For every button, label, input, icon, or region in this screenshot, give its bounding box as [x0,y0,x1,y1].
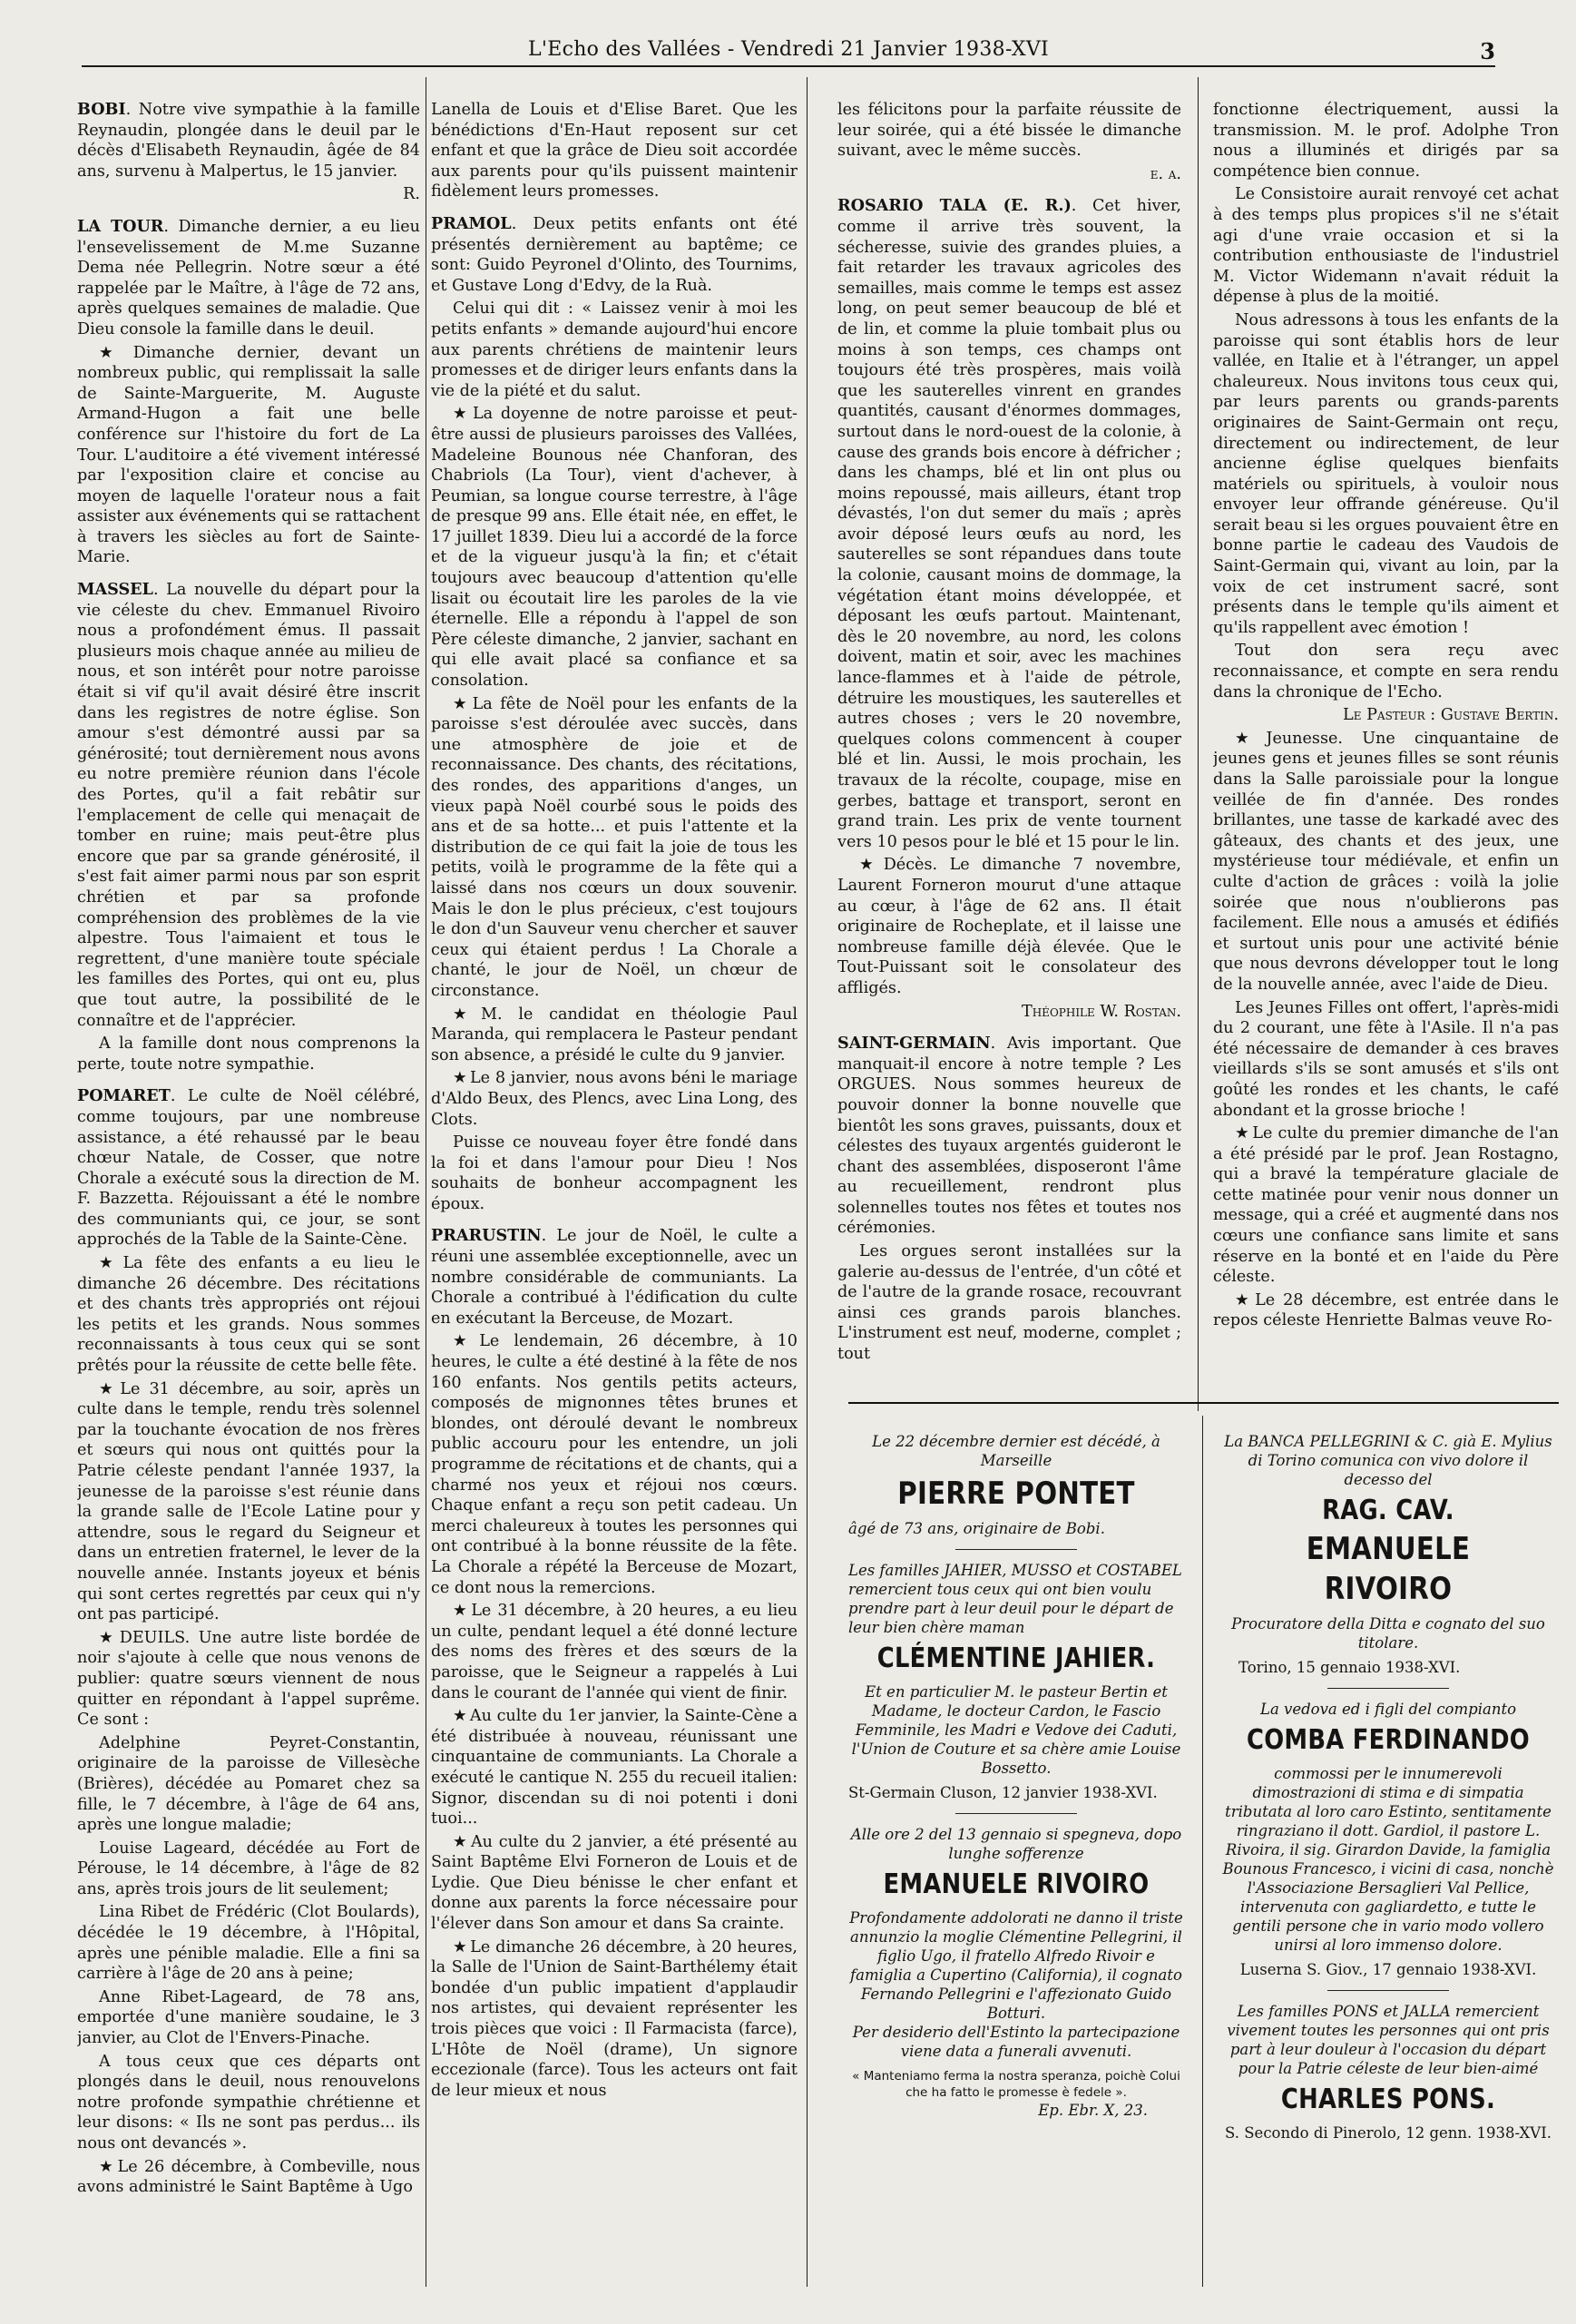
paragraph-text: Le 31 décembre, au soir, après un culte dans le temple, rendu très solennel par la touchante évocation de nos frères et sœurs qui nous ont quittés pour la Patrie céleste pendant l'année 1937, la jeunesse de la paroisse s'est réunie dans la grande salle de l'Ecole Latine pour y attendre, sous le regard du Seigneur et dans un entretien fraternel, le lever de la nouvelle année. Instants joyeux et bénis qui sont certes regrettés par ceux qui n'y ont pas participé. [77,1379,420,1624]
star-icon: ★ [99,343,131,362]
star-icon: ★ [453,1832,468,1851]
paragraph [431,1005,798,1066]
paragraph [431,1331,798,1598]
paragraph-text: Le 26 décembre, à Combeville, nous avons administré le Saint Baptême à Ugo [77,2157,420,2197]
star-icon: ★ [1235,1290,1253,1309]
article-text: . Notre vive sympathie à la famille Reynaudin, plongée dans le deuil par le décès d'Elisabeth Reynaudin, âgée de 84 ans, survenu à Malpertus, le 15 janvier. [77,101,420,181]
notice-name: CLÉMENTINE JAHIER. [876,1642,1156,1674]
notice-place-date: St-Germain Cluson, 12 janvier 1938-XVI. [848,1784,1158,1801]
article-text: . Cet hiver, comme il arrive très souvent, la sécheresse, suivie des grandes pluies, a fait retarder les travaux agricoles des semailles, mais comme le temps est assez long, on peut semer beaucoup de blé et de lin, et comme la pluie tombait plus ou moins à son temps, ces champs ont toujours été très prospères, mais voilà que les sauterelles vinrent en grandes quantités, causant d'énormes dommages, surtout dans le nord-ouest de la colonie, à cause des grands bois encore à défricher ; dans les champs, blé et lin ont plus ou moins repoussé, mais ailleurs, étant trop dévastés, l'on dut semer du maïs ; après avoir déposé leurs œufs au nord, les sauterelles se sont répandues dans toute la colonie, causant moins de dommage, la végétation étant moins développée, et déposant les œufs partout. Maintenant, dès le 20 novembre, au nord, les colons doivent, matin et soir, avec les machines lance-flammes et à l'aide de pétrole, détruire les moustiques, les sauterelles et autres choses ; vers le 20 novembre, quelques colons commencent à couper blé et lin. Aussi, le mois prochain, les travaux de la récolte, coupage, mise en gerbes, battage et transport, seront en grand train. Les prix de vente tournent vers 10 pesos pour le blé et 15 pour le lin. [837,197,1181,851]
notice-place-date: Torino, 15 gennaio 1938-XVI. [1238,1659,1461,1676]
article-saint-germain [837,1034,1181,1239]
paragraph-text: Le 8 janvier, nous avons béni le mariage d'Aldo Beux, des Plencs, avec Lina Long, des Clots. [431,1069,798,1129]
star-icon: ★ [453,694,470,713]
paragraph-text: Jeunesse. Une cinquantaine de jeunes gens et jeunes filles se sont réunis dans la Salle paroissiale pour la longue veillée de fin d'année. Des rondes brillantes, une tasse de karkadé avec des gâteaux, des chants et des jeux, une mystérieuse tour médiévale, et enfin un culte d'action de grâces : voilà la jolie soirée que nous n'oublierons pas facilement. Elle nous a amusés et édifiés et surtout unis pour une activité bénie que nous devrons développer tout le long de la nouvelle année, avec l'aide de Dieu. [1213,729,1559,994]
article-text: . Dimanche dernier, a eu lieu l'ensevelissement de M.me Suzanne Dema née Pellegrin. Notre sœur a été rappelée par le Maître, à l'âge de 72 ans, après quelques semaines de maladie. Que Dieu console la famille dans le deuil. [77,217,420,338]
notice-note: Per desiderio dell'Estinto la partecipazione viene data a funerali avvenuti. [852,2024,1180,2060]
article-heading: PRARUSTIN [431,1226,542,1246]
article-heading: PRAMOL [431,213,512,233]
star-icon: ★ [453,1707,467,1726]
article-bobi [77,100,420,181]
paragraph [77,1253,420,1377]
notice-quote: « Manteniamo ferma la nostra speranza, poichè Colui che ha fatto le promesse è fedele ». [852,2069,1180,2100]
paragraph-text: Le culte du premier dimanche de l'an a été présidé par le prof. Jean Rostagno, qui a bravé la température glaciale de cette matinée pour venir nous donner un message, qui a créé et augmenté dans nos cœurs une confiance sans limite et sans réserve en la bonté et en l'aide du Père céleste. [1213,1124,1559,1287]
column-rule [807,77,808,2287]
paragraph-text: Au culte du 2 janvier, a été présenté au Saint Baptême Elvi Forneron de Louis et de Lydie. Que Dieu bénisse le cher enfant et donne aux parents la force nécessaire pour l'élever dans Son amour et dans Sa crainte. [431,1832,798,1934]
notice-intro: Les familles PONS et JALLA remercient vivement toutes les personnes qui ont pris part à leur douleur à l'occasion du départ pour la Patrie céleste de leur bien-aimé [1227,2003,1550,2077]
notice-place-date: S. Secondo di Pinerolo, 12 genn. 1938-XVI. [1225,2124,1552,2142]
star-icon: ★ [99,1379,118,1398]
notice-body: Profondamente addolorati ne danno il triste annunzio la moglie Clémentine Pellegrini, il figlio Ugo, il fratello Alfredo Rivoir e famiglia a Cupertino (California), il cognato Fernando Pellegrini e l'affezionato Guido Botturi. [849,1909,1183,2022]
article-massel [77,580,420,1031]
paragraph-text: Le 31 décembre, à 20 heures, a eu lieu un culte, pendant lequel a été donné lecture des noms des frères et des sœurs de la paroisse, que le Seigneur a rappelés à Lui dans le courant de l'année qui vient de finir. [431,1602,798,1702]
column-3 [837,100,1181,1393]
paragraph-text: M. le candidat en théologie Paul Maranda, qui remplacera le Pasteur pendant son absence, a présidé le culte du 9 janvier. [431,1005,798,1064]
article-rosario-tala [837,196,1181,852]
star-icon: ★ [99,1628,117,1647]
paragraph [1213,1123,1559,1288]
deceased-entry: Adelphine Peyret-Constantin, originaire de la paroisse de Villesèche (Brières), décédée au Pomaret chez sa fille, le 7 décembre, à l'âge de 64 ans, après une longue maladie; [77,1733,420,1835]
notice-detail: Procuratore della Ditta e cognato del suo titolare. [1231,1615,1545,1652]
paragraph-text: La fête de Noël pour les enfants de la paroisse s'est déroulée avec succès, dans une atmosphère de joie et de reconnaissance. Des chants, des récitations, des rondes, des apparitions d'anges, un vieux papà Noël courbé sous le poids des ans et de sa hotte... et puis l'attente et la distribution de ce qui fait la joie de tous les petits, voilà le programme de la fête qui a laissé dans nos cœurs un doux souvenir. Mais le don le plus précieux, c'est toujours le don d'un Sauveur venu chercher et sauver ceux qui étaient perdus ! La Chorale a chanté, le jour de Noël, un chœur de circonstance. [431,694,798,1000]
article-heading: ROSARIO TALA (E. R.) [837,196,1072,216]
column-2 [431,100,798,2273]
article-heading: POMARET [77,1086,171,1106]
paragraph [431,1832,798,1935]
paragraph [431,1937,798,2102]
notice-body: commossi per le innumerevoli dimostrazioni di stima e di simpatia tributata al loro caro Estinto, sentitamente ringraziano il dott. Gardiol, il pastore L. Rivoira, il sig. Girardon Davide, la famiglia Bounous Francesco, i vicini di casa, nonchè l'Associazione Bersaglieri Val Pellice, intervenuta con gagliardetto, e tutte le gentili persone che in vario modo vollero unirsi al loro immenso dolore. [1222,1765,1554,1954]
paragraph: Tout don sera reçu avec reconnaissance, et compte en sera rendu dans la chronique de l'Echo. [1213,642,1559,701]
star-icon: ★ [1235,729,1264,748]
deceased-entry: Louise Lageard, décédée au Fort de Pérouse, le 14 décembre, à l'âge de 82 ans, après trois jours de lit seulement; [77,1839,420,1898]
paragraph-text: La fête des enfants a eu lieu le dimanche 26 décembre. Des récitations et des chants très appropriés ont réjoui les petits et les grands. Nous sommes reconnaissants à tous ceux qui se sont prêtés pour la réussite de cette belle fête. [77,1254,420,1376]
paragraph-text: Le lendemain, 26 décembre, à 10 heures, le culte a été destiné à la fête de nos 160 enfants. Nos gentils petits acteurs, composés de mignonnes têtes brunes et blondes, ont déroulé devant le nombreux public accouru pour les entendre, un joli programme de récitations et de chants, qui a charmé nos yeux et réjoui nos cœurs. Chaque enfant a reçu son petit cadeau. Un merci chaleureux à toutes les personnes qui ont contribué à la bonne réussite de la fête. La Chorale a répété la Berceuse de Mozart, ce dont nous la remercions. [431,1332,798,1597]
star-icon: ★ [453,1332,477,1351]
paragraph: A la famille dont nous comprenons la perte, toute notre sympathie. [77,1035,420,1074]
column-rule [1198,77,1199,1411]
notice-divider [1327,1688,1448,1689]
article-heading: MASSEL [77,580,153,600]
notice-title: RAG. CAV. [1322,1495,1454,1526]
paragraph: Puisse ce nouveau foyer être fondé dans la foi et dans l'amour pour Dieu ! Nos souhaits de bonheur accompagnent les époux. [431,1133,798,1213]
notice-intro: La vedova ed i figli del compianto [1259,1701,1517,1718]
paragraph [77,2157,420,2198]
notice-name: COMBA FERDINANDO [1247,1724,1530,1756]
article-signature: R. [403,185,420,204]
notice-divider [1327,1990,1448,1991]
newspaper-date-title: L'Echo des Vallées - Vendredi 21 Janvier 1938-XVI [527,38,1050,61]
ads-separator-rule [848,1402,1559,1404]
notice-intro: Les familles JAHIER, MUSSO et COSTABEL remercient tous ceux qui ont bien voulu prendre part à leur deuil pour le départ de leur bien chère maman [848,1562,1182,1636]
notice-detail: âgé de 73 ans, originaire de Bobi. [848,1520,1105,1537]
paragraph: Les orgues seront installées sur la galerie au-dessus de l'entrée, d'un côté et de l'autre de la grande rosace, recouvrant ainsi ces grands parois blanches. L'instrument est neuf, moderne, complet ; tout [837,1242,1181,1364]
death-notices-left [848,1432,1184,2285]
article-text: . Deux petits enfants ont été présentés dernièrement au baptême; ce sont: Guido Peyronel d'Olinto, des Tournims, et Gustave Long d'Edvy, de la Ruà. [431,214,798,295]
star-icon: ★ [453,405,470,424]
notice-intro: Alle ore 2 del 13 gennaio si spegneva, dopo lunghe sofferenze [850,1826,1182,1862]
star-icon: ★ [99,2157,115,2176]
notice-body: Et en particulier M. le pasteur Bertin et Madame, le docteur Cardon, le Fascio Femminile, les Madri e Vedove dei Caduti, l'Union de Couture et sa chère amie Louise Bossetto. [851,1683,1181,1777]
article-pomaret [77,1086,420,1250]
article-signature: e. a. [1150,164,1181,183]
death-notices-right [1220,1432,1556,2285]
paragraph: Le Consistoire aurait renvoyé cet achat à des temps plus propices s'il ne s'était agi d'une vraie occasion et si la contribution enthousiaste de l'industriel M. Victor Widemann n'avait réduit la dépense à plus de la moitié. [1213,185,1559,307]
notice-name: PIERRE PONTET [897,1476,1135,1512]
column-4 [1213,100,1559,1393]
article-text: . Avis important. Que manquait-il encore à notre temple ? Les ORGUES. Nous sommes heureux de pouvoir donner la bonne nouvelle que bientôt les sons graves, puissants, doux et célestes des tuyaux argentés guideront le chant des assemblées, disposeront l'âme au recueillement, rendront plus solennelles toutes nos fêtes et toutes nos cérémonies. [837,1035,1181,1238]
paragraph [837,855,1181,998]
masthead [82,38,1495,67]
star-icon: ★ [1235,1124,1250,1143]
article-text: . La nouvelle du départ pour la vie céleste du chev. Emmanuel Rivoiro nous a profondément émus. Il passait plusieurs mois chaque année au milieu de nous, et son intérêt pour notre paroisse était si vif qu'il avait désiré être inscrit dans les registres de notre église. Son amour s'est démontré aussi par sa générosité; tout dernièrement nous avons eu notre première réunion dans l'école des Portes, qu'il a fait rebâtir sur l'emplacement de celle qui menaçait de tomber en ruine; mais peut-être plus encore que par sa grande générosité, il s'est fait aimer parmi nous par son esprit chrétien et par sa profonde compréhension des problèmes de la vie alpestre. Tous l'aimaient et tous le regrettent, d'une manière toute spéciale les familles des Portes, qui ont eu, plus que tout autre, la possibilité de le connaître et de l'apprécier. [77,581,420,1030]
column-1 [77,100,420,2273]
article-signature: Théophile W. Rostan. [1021,1002,1181,1021]
deceased-entry: Anne Ribet-Lageard, de 78 ans, emportée d'une manière soudaine, le 3 janvier, au Clot de l'Envers-Pinache. [77,1987,420,2048]
article-text: . Le culte de Noël célébré, comme toujours, par une nombreuse assistance, a été rehaussé par le beau chœur Natale, de Cosser, que notre Chorale a exécuté sous la direction de M. F. Bazzetta. Réjouissant a été le nombre des communiants qui, ce jour, se sont approchés de la Table de la Sainte-Cène. [77,1087,420,1250]
article-heading: BOBI [77,100,126,119]
notice-name: EMANUELE RIVOIRO [883,1868,1150,1900]
paragraph-text: Dimanche dernier, devant un nombreux public, qui remplissait la salle de Sainte-Marguerite, M. Auguste Armand-Hugon a fait une belle conférence sur l'histoire du fort de La Tour. L'auditoire a été vivement intéressé par l'exposition claire et concise au moyen de laquelle l'orateur nous a fait assister aux événements qui se rattachent à travers les siècles au fort de Sainte-Marie. [77,343,420,567]
notice-divider [955,1549,1076,1550]
paragraph-continued: Lanella de Louis et d'Elise Baret. Que les bénédictions d'En-Haut reposent sur cet enfant et que la grâce de Dieu soit accordée aux parents pour qu'ils puissent maintenir fidèlement leurs promesses. [431,101,798,201]
article-heading: SAINT-GERMAIN [837,1034,991,1054]
paragraph [1213,729,1559,995]
paragraph-continued: fonctionne électriquement, aussi la transmission. M. le prof. Adolphe Tron nous a illuminés et dirigés par sa compétence bien connue. [1213,101,1559,181]
paragraph [77,343,420,569]
deceased-entry: Lina Ribet de Frédéric (Clot Boulards), décédée le 19 décembre, à l'Hôpital, après une pénible maladie. Elle a fini sa carrière à l'âge de 20 ans à peine; [77,1903,420,1984]
star-icon: ★ [859,856,881,875]
paragraph-text: Décès. Le dimanche 7 novembre, Laurent Forneron mourut d'une attaque au cœur, à l'âge de 62 ans. Il était originaire de Rocheplate, et il laisse une nombreuse famille déjà élevée. Que le Tout-Puissant soit le consolateur des affligés. [837,856,1181,997]
notice-place-date: Luserna S. Giov., 17 gennaio 1938-XVI. [1239,1961,1537,1978]
star-icon: ★ [99,1254,121,1273]
star-icon: ★ [453,1602,469,1621]
paragraph [431,1706,798,1829]
star-icon: ★ [453,1005,478,1024]
article-pramol [431,214,798,296]
paragraph-text: Le dimanche 26 décembre, à 20 heures, la Salle de l'Union de Saint-Barthélemy était bondée d'un public impatient d'applaudir nos artistes, qui devaient représenter les trois pièces que voici : Il Farmacista (farce), L'Hôte de Noël (drame), Un signore eccezionale (farce). Tous les acteurs ont fait de leur mieux et nous [431,1937,798,2100]
notice-divider [955,1813,1076,1814]
article-la-tour [77,217,420,340]
notice-quote-reference: Ep. Ebr. X, 23. [1038,2102,1148,2119]
paragraph [431,1068,798,1130]
paragraph-text: DEUILS. Une autre liste bordée de noir s'ajoute à celle que nous venons de publier: quatre sœurs viennent de nous quitter en répondant à l'appel suprême. Ce sont : [77,1628,420,1730]
star-icon: ★ [453,1069,467,1088]
paragraph [431,694,798,1002]
article-signature: Le Pasteur : Gustave Bertin. [1343,706,1559,725]
notice-name: EMANUELE RIVOIRO [1306,1531,1471,1607]
paragraph-continued: les félicitons pour la parfaite réussite de leur soirée, qui a été bissée le dimanche suivant, avec le même succès. [837,101,1181,161]
paragraph [1213,1290,1559,1331]
paragraph [431,404,798,691]
page-number: 3 [1480,38,1495,64]
paragraph-text: La doyenne de notre paroisse et peut-être aussi de plusieurs paroisses des Vallées, Madeleine Bounous née Chanforan, des Chabriols (La Tour), vient d'achever, à Peumian, sa longue course terrestre, à l'âge de presque 99 ans. Elle était née, en effet, le 17 juillet 1839. Dieu lui a accordé de la force et de la vigueur jusqu'à la fin; et c'était toujours avec beaucoup d'attention qu'elle lisait ou écoutait lire les paroles de la vie éternelle. Elle a répondu à l'appel de son Père céleste dimanche, 2 janvier, sachant en qui elle avait placé sa confiance et sa consolation. [431,405,798,691]
article-text: . Le jour de Noël, le culte a réuni une assemblée exceptionnelle, avec un nombre considérable de communiants. La Chorale a contribué à l'édification du culte en exécutant la Berceuse, de Mozart. [431,1227,798,1328]
notice-name: CHARLES PONS. [1280,2084,1496,2115]
paragraph-text: Au culte du 1er janvier, la Sainte-Cène a été distribuée à nouveau, réunissant une cinquantaine de communiants. La Chorale a exécuté le cantique N. 255 du recueil italien: Signor, discendan su di noi potenti i doni tuoi... [431,1707,798,1829]
notice-intro: La BANCA PELLEGRINI & C. già E. Mylius di Torino comunica con vivo dolore il decesso del [1224,1433,1552,1488]
paragraph-text: Le 28 décembre, est entrée dans le repos céleste Henriette Balmas veuve Ro- [1213,1290,1559,1330]
paragraph [77,1628,420,1731]
paragraph [431,1601,798,1703]
article-prarustin [431,1226,798,1329]
paragraph: Nous adressons à tous les enfants de la paroisse qui sont établis hors de leur vallée, en Italie et à l'étranger, un appel chaleureux. Nous invitons tous ceux qui, par leurs parents ou grands-parents originaires de Saint-Germain ont reçu, directement ou indirectement, de leur ancienne église quelques bienfaits matériels ou spirituels, à vouloir nous envoyer leur offrande généreuse. Qu'il serait beau si les orgues pouvaient être en bonne partie le cadeau des Vaudois de Saint-Germain qui, vivant au loin, par la voix de cet instrument sacré, sont présents dans le temple qu'ils aiment et qu'ils rappellent avec émotion ! [1213,310,1559,637]
paragraph: Celui qui dit : « Laissez venir à moi les petits enfants » demande aujourd'hui encore aux parents chrétiens de maintenir leurs promesses et de diriger leurs enfants dans la vie de la piété et du salut. [431,299,798,400]
article-heading: LA TOUR [77,216,164,236]
paragraph: A tous ceux que ces départs ont plongés dans le deuil, nous renouvelons notre profonde sympathie chrétienne et leur disons: « Ils ne sont pas perdus... ils nous ont devancés ». [77,2052,420,2152]
paragraph: Les Jeunes Filles ont offert, l'après-midi du 2 courant, une fête à l'Asile. Il n'a pas été nécessaire de demander à ces braves vieillards s'ils se sont amusés et s'ils ont goûté les rondes et les chants, le café abondant et la grosse brioche ! [1213,998,1559,1120]
paragraph [77,1379,420,1625]
ads-column-rule [1202,1416,1203,2287]
notice-intro: Le 22 décembre dernier est décédé, à Marseille [872,1433,1160,1469]
star-icon: ★ [453,1937,468,1956]
